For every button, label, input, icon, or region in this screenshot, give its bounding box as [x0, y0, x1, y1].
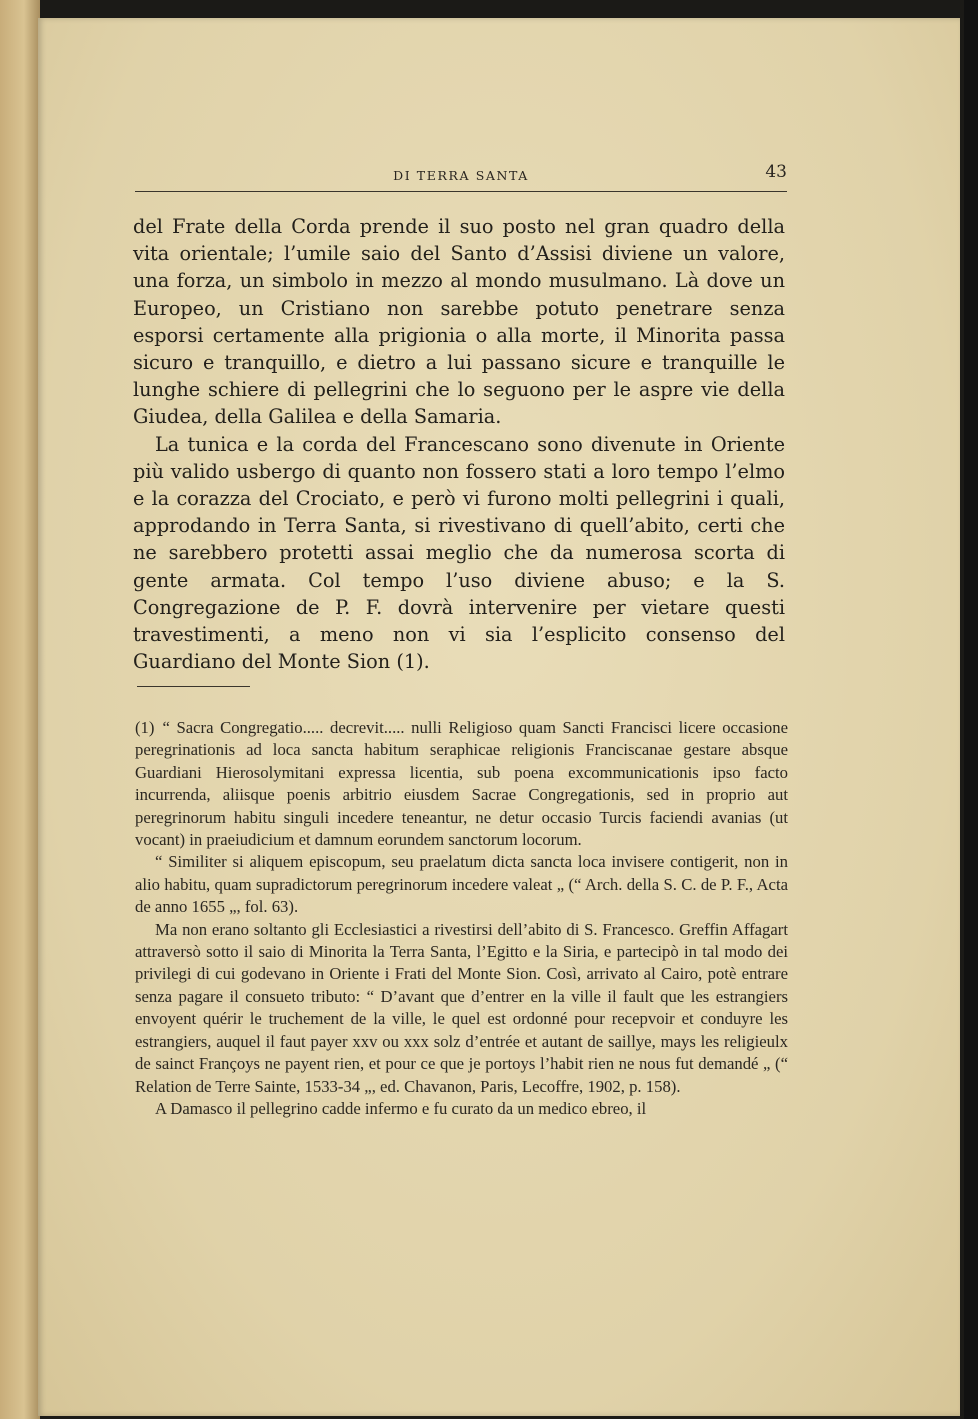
footnote-paragraph: A Damasco il pellegrino cadde infermo e fu curato da un medico ebreo, il: [155, 1098, 647, 1118]
page-number: 43: [765, 162, 787, 182]
header-rule: [135, 191, 787, 192]
footnote-text: “ Sacra Congregatio..... decrevit..... nulli Religioso quam Sancti Francisci licere occasione peregrinationis ad loca sancta habitum seraphicae religionis Franciscanae gestare absque Guardiani Hierosolymitani expressa licentia, sub poena excommunicationis ipso facto incurrenda, aliisque poenis arbitrio eiusdem Sacrae Congregationis, sed in proprio aut peregrinorum habitu singuli incedere teneantur, ne detur occasio Turcis faciendi avanias (ut vocant) in praeiudicium et damnum eorundem sanctorum locorum.: [135, 718, 788, 850]
footnote-paragraph: “ Similiter si aliquem episcopum, seu praelatum dicta sancta loca invisere contigerit, non in alio habitu, quam supradictorum peregrinorum incedere valeat „ (“ Arch. della S. C. de P. F., Acta de anno 1655 „, fol. 63).: [135, 852, 788, 917]
body-paragraph: del Frate della Corda prende il suo posto nel gran quadro della vita orientale; l’umile saio del Santo d’Assisi diviene un valore, una forza, un simbolo in mezzo al mondo musulmano. Là dove un Europeo, un Cristiano non sarebbe potuto penetrare senza esporsi certamente alla prigionia o alla morte, il Minorita passa sicuro e tranquillo, e dietro a lui passano sicure e tranquille le lunghe schiere di pellegrini che lo seguono per le aspre vie della Giudea, della Galilea e della Samaria.: [133, 215, 785, 429]
main-text: [133, 213, 785, 675]
footnotes: [135, 717, 788, 1120]
adjacent-page-edge: [0, 0, 40, 1419]
running-head: DI TERRA SANTA: [393, 168, 529, 183]
footnote-paragraph: Ma non erano soltanto gli Ecclesiastici a rivestirsi dell’abito di S. Francesco. Greffin Affagart attraversò sotto il saio di Minorita la Terra Santa, l’Egitto e la Siria, e partecipò in tal modo dei privilegi di cui godevano in Oriente i Frati del Monte Sion. Così, arrivato al Cairo, potè entrare senza pagare il consueto tributo: “ D’avant que d’entrer en la ville il fault que les estrangiers envoyent quérir le truchement de la ville, le quel est ordonné pour recepvoir et conduyre les estrangiers, auquel il faut payer xxv ou xxx solz d’entrée et autant de saillye, mays les religieulx de sainct Françoys ne payent rien, et pour ce que je portoys l’habit rien ne nous fut demandé „ (“ Relation de Terre Sainte, 1533-34 „, ed. Chavanon, Paris, Lecoffre, 1902, p. 158).: [135, 919, 788, 1096]
scan-border: [964, 0, 978, 1419]
body-paragraph: La tunica e la corda del Francescano sono divenute in Oriente più valido usbergo di quanto non fossero stati a loro tempo l’elmo e la corazza del Crociato, e però vi furono molti pellegrini i quali, approdando in Terra Santa, si rivestivano di quell’abito, certi che ne sarebbero protetti assai meglio che da numerosa scorta di gente armata. Col tempo l’uso diviene abuso; e la S. Congregazione de P. F. dovrà intervenire per vietare questi travestimenti, a meno non vi sia l’esplicito consenso del Guardiano del Monte Sion (1).: [133, 432, 785, 674]
page-header: [135, 162, 787, 184]
footnote-rule: [137, 686, 250, 687]
footnote-marker: (1): [135, 718, 155, 737]
footnote-paragraph: [135, 717, 788, 851]
